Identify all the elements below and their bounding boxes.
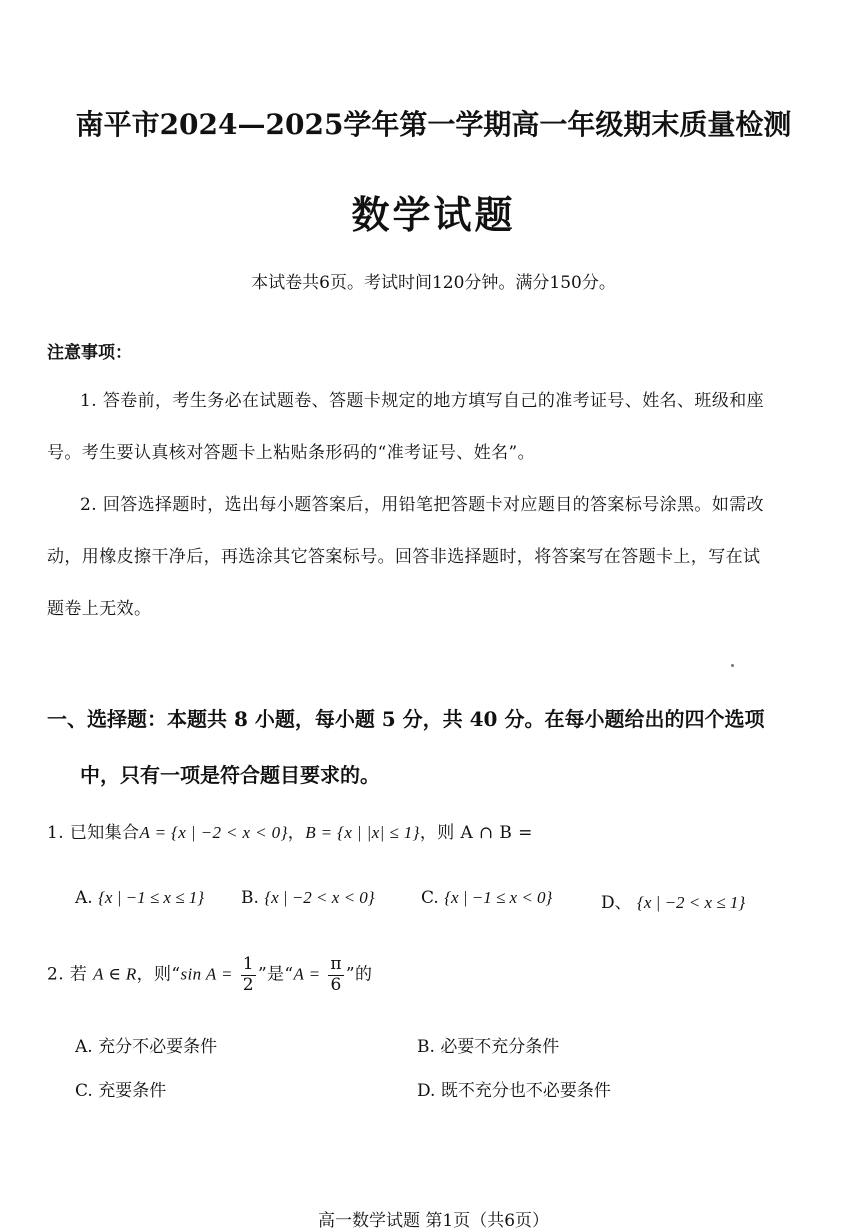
question-2-then: ，则“: [136, 964, 181, 985]
question-1-stem: [47, 818, 533, 843]
notice-item2-line2: 动，用橡皮擦干净后，再选涂其它答案标号。回答非选择题时，将答案写在答题卡上，写在试: [47, 547, 761, 567]
option-label: B.: [417, 1037, 435, 1057]
question-2-condition: A ∈ R: [93, 964, 137, 984]
subject-title: 数学试题: [351, 192, 516, 237]
question-2-option-b: [417, 1032, 559, 1057]
option-label: C.: [75, 1081, 93, 1101]
option-label: B.: [241, 888, 259, 908]
option-label: A.: [75, 1037, 93, 1057]
page-footer: 高一数学试题 第1页（共6页）: [317, 1211, 550, 1231]
question-2-tail: ”的: [345, 964, 373, 985]
exam-meta: 本试卷共6页。考试时间120分钟。满分150分。: [251, 273, 616, 293]
question-2-mid: ”是“: [257, 964, 294, 985]
question-1-set-a: A = {x | −2 < x < 0}: [139, 823, 288, 842]
question-1-number: 1.: [47, 823, 65, 843]
option-text: {x | −1 ≤ x < 0}: [444, 888, 553, 907]
fraction-numerator: π: [330, 954, 342, 974]
exam-title: 南平市2024—2025学年第一学期高一年级期末质量检测: [75, 108, 792, 141]
question-1-set-b: B = {x | |x| ≤ 1}: [305, 823, 420, 842]
option-label: C.: [421, 888, 439, 908]
option-text: 充分不必要条件: [98, 1037, 218, 1057]
question-1-option-b: [241, 888, 375, 908]
fraction-denominator: 2: [242, 974, 254, 995]
notice-item2-line1: 2. 回答选择题时，选出每小题答案后，用铅笔把答题卡对应题目的答案标号涂黑。如需改: [80, 495, 765, 515]
fraction-pi-over-six: [328, 955, 344, 995]
option-text: 既不充分也不必要条件: [440, 1081, 611, 1101]
option-label: A.: [75, 888, 93, 908]
question-1-lead: 已知集合: [69, 823, 140, 843]
fraction-numerator: 1: [242, 954, 254, 974]
question-2-option-a: [75, 1032, 217, 1057]
question-1-option-a: [75, 888, 204, 908]
question-2-stem-left: sin A =: [180, 964, 233, 984]
question-2-option-c: [75, 1076, 166, 1101]
question-2-option-d: [417, 1076, 611, 1101]
scan-speck: [731, 664, 734, 667]
notice-heading: 注意事项：: [47, 343, 132, 363]
notice-item1-line1: 1. 答卷前，考生务必在试题卷、答题卡规定的地方填写自己的准考证号、姓名、班级和座: [80, 391, 765, 411]
notice-item1-line2: 号。考生要认真核对答题卡上粘贴条形码的“准考证号、姓名”。: [47, 443, 535, 463]
question-1-option-c: [421, 888, 552, 908]
section-heading-line2: 中，只有一项是符合题目要求的。: [80, 763, 380, 787]
question-2-stem-right: A =: [293, 964, 321, 984]
question-2-lead: 若: [69, 964, 88, 985]
question-1-ask: ，则 A ∩ B =: [419, 823, 533, 843]
question-1-separator: ，: [287, 823, 306, 843]
option-text: 充要条件: [98, 1081, 167, 1101]
question-2-number: 2.: [47, 964, 65, 985]
option-text: {x | −1 ≤ x ≤ 1}: [98, 888, 205, 907]
fraction-one-half: [241, 955, 256, 995]
section-heading-line1: 一、选择题：本题共 8 小题，每小题 5 分，共 40 分。在每小题给出的四个选项: [47, 707, 765, 731]
option-text: {x | −2 < x ≤ 1}: [637, 893, 746, 912]
option-label: D、: [601, 893, 632, 913]
question-1-option-d: [601, 888, 745, 913]
option-label: D.: [417, 1081, 436, 1101]
fraction-denominator: 6: [330, 974, 342, 995]
notice-item2-line3: 题卷上无效。: [47, 599, 152, 619]
option-text: 必要不充分条件: [440, 1037, 560, 1057]
question-2-stem: [47, 955, 372, 995]
option-text: {x | −2 < x < 0}: [264, 888, 375, 907]
